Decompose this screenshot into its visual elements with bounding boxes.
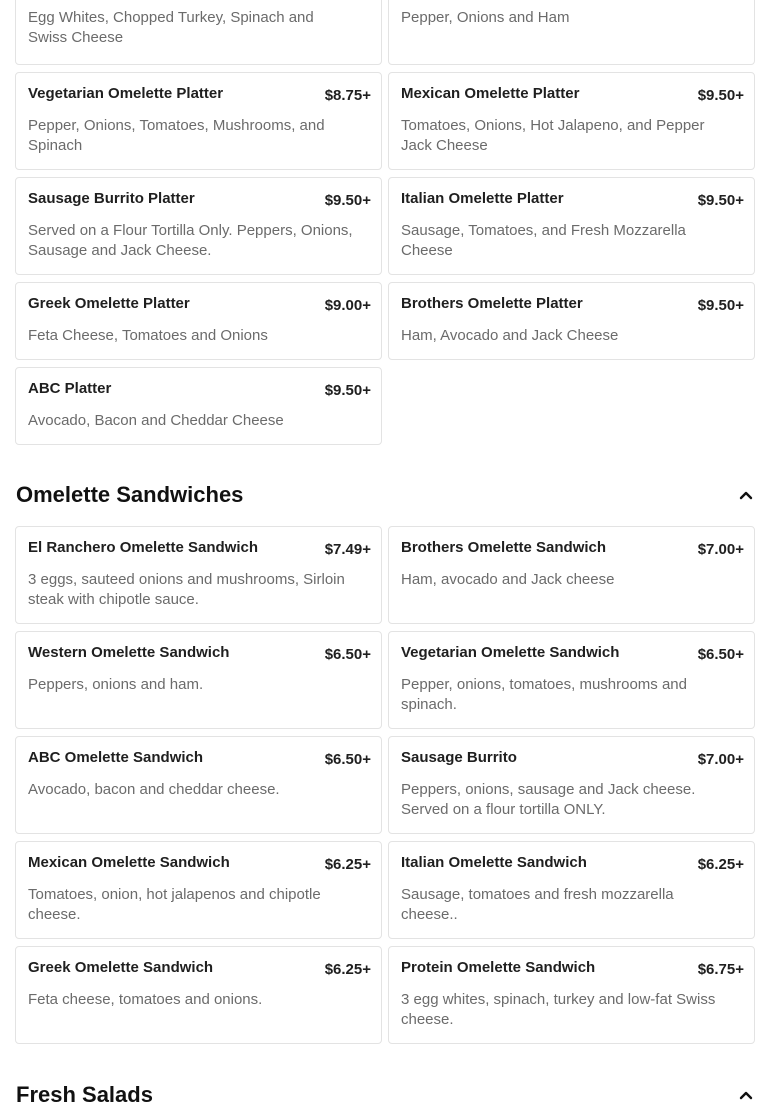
item-description: Sausage, tomatoes and fresh mozzarella cheese.. xyxy=(401,886,674,923)
item-price: $7.00+ xyxy=(697,751,744,768)
item-name: Mexican Omelette Platter xyxy=(401,85,580,102)
item-price: $6.75+ xyxy=(697,961,744,978)
item-description: Peppers, onions and ham. xyxy=(28,676,204,693)
menu-item-protein-omelette-sandwich[interactable] xyxy=(388,946,755,1044)
item-name: Sausage Burrito Platter xyxy=(28,190,195,207)
item-description: Pepper, onions, tomatoes, mushrooms and spinach. xyxy=(401,676,687,713)
menu-item-western-omelette-sandwich[interactable] xyxy=(15,631,382,729)
item-description: Peppers, onions, sausage and Jack cheese. Served on a flour tortilla ONLY. xyxy=(401,781,696,818)
item-name: ABC Omelette Sandwich xyxy=(28,749,204,766)
item-description: Avocado, Bacon and Cheddar Cheese xyxy=(28,412,284,429)
menu-item-card[interactable] xyxy=(388,0,755,65)
item-description: 3 egg whites, spinach, turkey and low-fat Swiss cheese. xyxy=(401,991,716,1028)
item-price: $6.25+ xyxy=(697,856,744,873)
menu-item-mexican-omelette-platter[interactable] xyxy=(388,72,755,170)
menu-item-greek-omelette-sandwich[interactable] xyxy=(15,946,382,1044)
item-price: $7.49+ xyxy=(324,541,371,558)
item-name: Italian Omelette Sandwich xyxy=(401,854,587,871)
item-price: $8.75+ xyxy=(324,87,371,104)
item-name: Italian Omelette Platter xyxy=(401,190,564,207)
menu-item-greek-omelette-platter[interactable] xyxy=(15,282,382,360)
item-description: Pepper, Onions, Tomatoes, Mushrooms, and Spinach xyxy=(28,117,325,154)
item-price: $9.50+ xyxy=(324,192,371,209)
item-description: Egg Whites, Chopped Turkey, Spinach and Swiss Cheese xyxy=(28,9,314,46)
item-name: Vegetarian Omelette Platter xyxy=(28,85,224,102)
section-title: Fresh Salads xyxy=(16,1082,153,1107)
item-name: Greek Omelette Platter xyxy=(28,295,190,312)
item-price: $6.50+ xyxy=(324,751,371,768)
chevron-up-icon[interactable] xyxy=(736,1085,756,1105)
item-price: $6.50+ xyxy=(697,646,744,663)
menu-item-abc-platter[interactable] xyxy=(15,367,382,445)
item-name: Brothers Omelette Platter xyxy=(401,295,583,312)
menu-item-vegetarian-omelette-platter[interactable] xyxy=(15,72,382,170)
item-description: Feta cheese, tomatoes and onions. xyxy=(28,991,263,1008)
menu-item-abc-omelette-sandwich[interactable] xyxy=(15,736,382,834)
item-description: Tomatoes, onion, hot jalapenos and chipotle cheese. xyxy=(28,886,321,923)
menu-item-brothers-omelette-sandwich[interactable] xyxy=(388,526,755,624)
menu-item-el-ranchero-omelette-sandwich[interactable] xyxy=(15,526,382,624)
item-price: $9.50+ xyxy=(697,192,744,209)
menu-item-sausage-burrito[interactable] xyxy=(388,736,755,834)
item-description: Ham, avocado and Jack cheese xyxy=(401,571,615,588)
item-price: $7.00+ xyxy=(697,541,744,558)
item-price: $9.50+ xyxy=(697,297,744,314)
item-description: Avocado, bacon and cheddar cheese. xyxy=(28,781,280,798)
item-description: Sausage, Tomatoes, and Fresh Mozzarella Cheese xyxy=(401,222,686,259)
item-name: ABC Platter xyxy=(28,380,112,397)
item-name: Western Omelette Sandwich xyxy=(28,644,230,661)
item-description: 3 eggs, sauteed onions and mushrooms, Sirloin steak with chipotle sauce. xyxy=(28,571,345,608)
item-name: Sausage Burrito xyxy=(401,749,517,766)
menu-item-mexican-omelette-sandwich[interactable] xyxy=(15,841,382,939)
item-description: Feta Cheese, Tomatoes and Onions xyxy=(28,327,268,344)
menu-item-italian-omelette-sandwich[interactable] xyxy=(388,841,755,939)
item-name: Vegetarian Omelette Sandwich xyxy=(401,644,620,661)
menu-item-card[interactable] xyxy=(15,0,382,65)
item-description: Served on a Flour Tortilla Only. Peppers, Onions, Sausage and Jack Cheese. xyxy=(28,222,353,259)
menu-item-brothers-omelette-platter[interactable] xyxy=(388,282,755,360)
section-header-omelette-sandwiches xyxy=(16,477,756,513)
chevron-up-icon[interactable] xyxy=(736,485,756,505)
item-price: $9.00+ xyxy=(324,297,371,314)
menu-item-sausage-burrito-platter[interactable] xyxy=(15,177,382,275)
item-price: $6.25+ xyxy=(324,961,371,978)
item-description: Tomatoes, Onions, Hot Jalapeno, and Pepper Jack Cheese xyxy=(401,117,705,154)
item-price: $6.50+ xyxy=(324,646,371,663)
item-price: $9.50+ xyxy=(324,382,371,399)
menu-item-italian-omelette-platter[interactable] xyxy=(388,177,755,275)
item-price: $6.25+ xyxy=(324,856,371,873)
item-name: Brothers Omelette Sandwich xyxy=(401,539,607,556)
menu-item-vegetarian-omelette-sandwich[interactable] xyxy=(388,631,755,729)
item-price: $9.50+ xyxy=(697,87,744,104)
section-title: Omelette Sandwiches xyxy=(16,482,244,507)
item-name: Mexican Omelette Sandwich xyxy=(28,854,230,871)
item-name: Protein Omelette Sandwich xyxy=(401,959,596,976)
item-description: Pepper, Onions and Ham xyxy=(401,9,570,26)
item-name: El Ranchero Omelette Sandwich xyxy=(28,539,259,556)
item-description: Ham, Avocado and Jack Cheese xyxy=(401,327,619,344)
section-header-fresh-salads xyxy=(16,1077,756,1113)
item-name: Greek Omelette Sandwich xyxy=(28,959,214,976)
